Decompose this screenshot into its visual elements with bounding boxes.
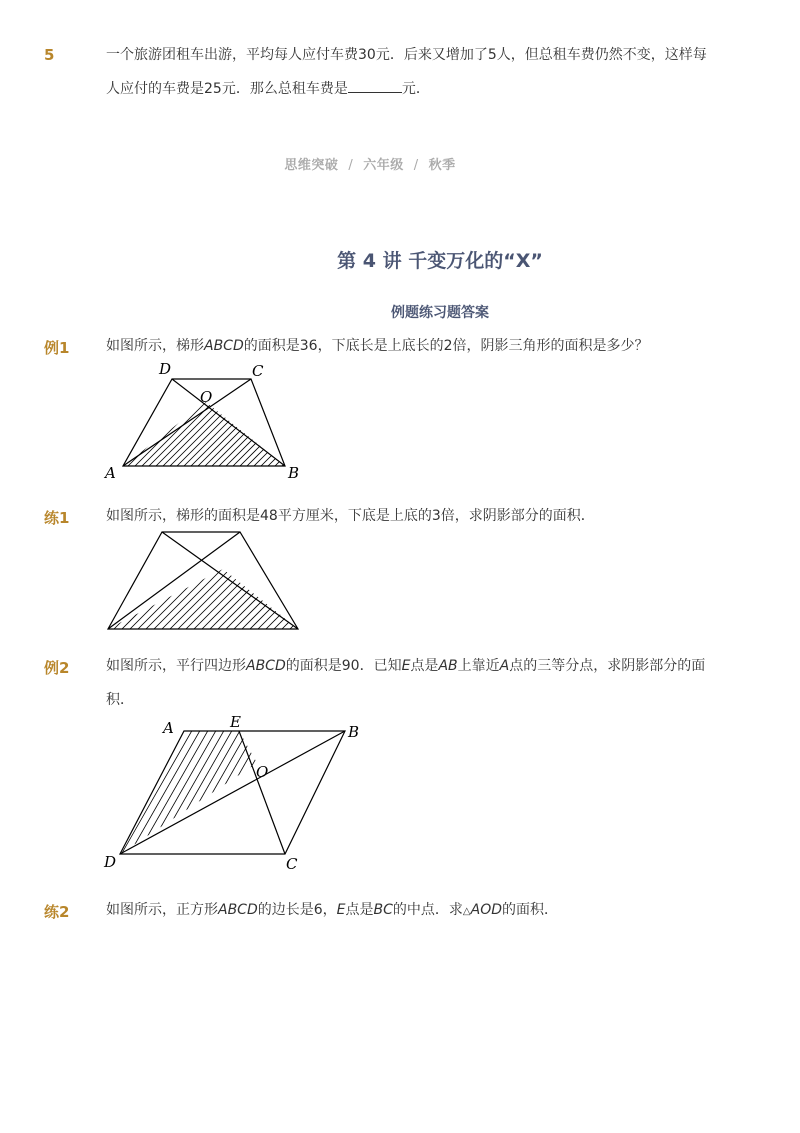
footer-grade: 六年级 — [363, 158, 404, 173]
label-d: D — [104, 853, 117, 871]
text-part: 点是 — [345, 902, 374, 918]
lecture-title: 第 4 讲 千变万化的“X” — [337, 250, 543, 272]
variable: E — [336, 902, 346, 918]
footer-separator: / — [413, 158, 419, 173]
practice-2-text — [106, 893, 726, 929]
label-c: C — [286, 855, 298, 873]
variable: ABCD — [218, 902, 258, 918]
problem-number: 5 — [44, 46, 55, 64]
label-d: D — [159, 360, 172, 378]
text-part: 的面积． — [502, 902, 559, 918]
practice-2-label: 练2 — [44, 903, 70, 921]
practice-1-label: 练1 — [44, 509, 70, 527]
footer-season: 秋季 — [428, 158, 456, 173]
label-o: O — [256, 763, 269, 781]
label-e: E — [230, 713, 241, 731]
variable: A — [499, 658, 510, 674]
label-c: C — [252, 362, 264, 380]
text-part: 如图所示，平行四边形 — [106, 658, 246, 674]
variable: AB — [438, 658, 458, 674]
example-2-label: 例2 — [44, 659, 70, 677]
label-a: A — [105, 464, 116, 482]
text-part: 的面积是36，下底长是上底长的2倍，阴影三角形的面积是多少？ — [243, 338, 649, 354]
text-part: 的面积是90．已知 — [285, 658, 402, 674]
lecture-subtitle: 例题练习题答案 — [391, 305, 489, 321]
label-b: B — [348, 723, 360, 741]
example-2-line-2: 积． — [106, 692, 134, 708]
shaded-triangle — [100, 555, 372, 635]
text-part: 点是 — [410, 658, 439, 674]
variable: ABCD — [204, 338, 244, 354]
variable: ABCD — [246, 658, 286, 674]
example-2-line-1 — [106, 649, 726, 683]
text-part: 如图所示，梯形 — [106, 338, 204, 354]
problem-text-part: 人应付的车费是25元．那么总租车费是 — [106, 81, 348, 97]
label-b: B — [288, 464, 300, 482]
label-a: A — [163, 719, 174, 737]
text-part: 如图所示，正方形 — [106, 902, 218, 918]
footer-separator: / — [348, 158, 354, 173]
parallelogram-outline — [120, 731, 345, 854]
text-part: 的边长是6， — [257, 902, 337, 918]
text-part: 的中点．求 — [392, 902, 463, 918]
example-2-text — [106, 649, 726, 717]
footer-course: 思维突破 — [284, 158, 339, 173]
variable: AOD — [470, 902, 503, 918]
shaded-triangle — [110, 390, 358, 470]
practice-1-text: 如图所示，梯形的面积是48平方厘米，下底是上底的3倍，求阴影部分的面积． — [106, 508, 595, 524]
variable: BC — [373, 902, 393, 918]
example-1-label: 例1 — [44, 339, 70, 357]
triangle-symbol: △ — [462, 906, 471, 917]
label-o: O — [200, 388, 213, 406]
variable: E — [401, 658, 411, 674]
text-part: 上靠近 — [457, 658, 500, 674]
text-part: 点的三等分点，求阴影部分的面 — [509, 658, 706, 674]
problem-line-1: 一个旅游团租车出游，平均每人应付车费30元．后来又增加了5人，但总租车费仍然不变，这样每 — [106, 47, 707, 63]
problem-text-part: 元． — [401, 81, 430, 97]
